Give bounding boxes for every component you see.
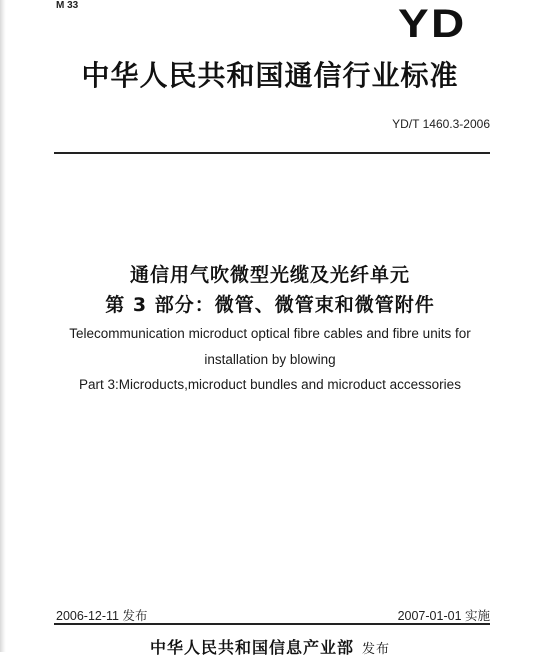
title-english-line-3: Part 3:Microducts,microduct bundles and microduct accessories [79, 377, 461, 392]
implementation-date: 2007-01-01 实施 [397, 609, 490, 623]
yd-logo: YD [398, 2, 467, 46]
standard-category-title: 中华人民共和国通信行业标准 [81, 59, 459, 92]
header-divider [54, 152, 490, 154]
dates-divider [54, 623, 490, 625]
classification-code: M 33 [56, 0, 79, 11]
title-english-line-2: installation by blowing [204, 352, 336, 367]
title-chinese-line-1: 通信用气吹微型光缆及光纤单元 [129, 264, 410, 286]
issue-date: 2006-12-11 发布 [56, 609, 148, 623]
issuer-name: 中华人民共和国信息产业部 [149, 638, 354, 657]
issuer [0, 640, 540, 656]
issuer-suffix: 发布 [362, 642, 391, 657]
title-chinese-line-2: 第 3 部分：微管、微管束和微管附件 [105, 294, 435, 316]
title-english-line-1: Telecommunication microduct optical fibre cables and fibre units for [69, 326, 471, 341]
standard-number: YD/T 1460.3-2006 [392, 117, 490, 131]
